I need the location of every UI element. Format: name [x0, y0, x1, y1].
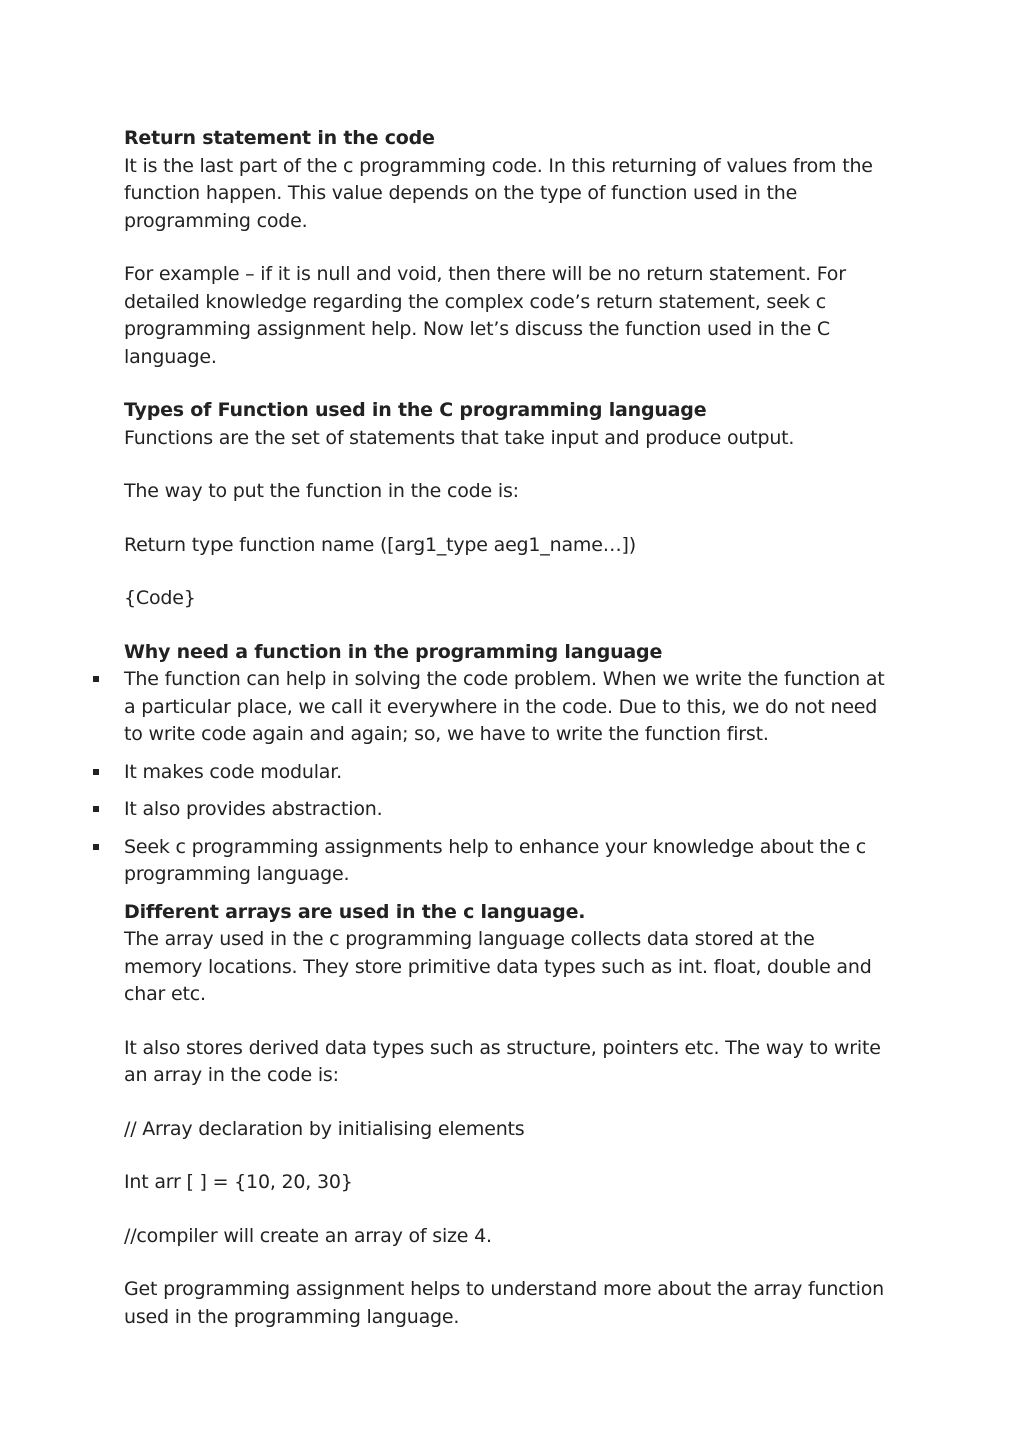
code-comment: //compiler will create an array of size 4. [124, 1224, 492, 1247]
paragraph: It also stores derived data types such as structure, pointers etc. The way to write an array in the code is: [124, 1036, 881, 1086]
list-item [124, 759, 894, 787]
paragraph: For example – if it is null and void, then there will be no return statement. For detailed knowledge regarding the complex code’s return statement, seek c programming assignment help. Now let’s discuss the function used in the C language. [124, 263, 846, 368]
paragraph: The way to put the function in the code is: [124, 480, 519, 502]
list-item [124, 834, 894, 889]
list-item-text: Seek c programming assignments help to enhance your knowledge about the c programming language. [124, 835, 867, 885]
square-bullet-icon [93, 769, 99, 775]
list-item-text: It makes code modular. [124, 760, 342, 783]
paragraph: The array used in the c programming language collects data stored at the memory locations. They store primitive data types such as int. float, double and char etc. [124, 928, 872, 1005]
section-heading-arrays: Different arrays are used in the c language. [124, 900, 586, 923]
list-item [124, 666, 894, 749]
code-line: Return type function name ([arg1_type aeg1_name…]) [124, 533, 636, 556]
bullet-list [124, 666, 894, 889]
section-heading-return-statement: Return statement in the code [124, 127, 435, 149]
list-item [124, 796, 894, 824]
code-comment: // Array declaration by initialising elements [124, 1117, 525, 1140]
list-item-text: It also provides abstraction. [124, 798, 383, 820]
section-heading-why-need-function: Why need a function in the programming language [124, 640, 663, 663]
list-item-text: The function can help in solving the code problem. When we write the function at a particular place, we call it everywhere in the code. Due to this, we do not need to write code again and again; so, we have to write the function first. [124, 668, 885, 745]
section-heading-types-of-function: Types of Function used in the C programming language [124, 399, 707, 421]
paragraph: It is the last part of the c programming code. In this returning of values from the function happen. This value depends on the type of function used in the programming code. [124, 154, 873, 232]
code-line: {Code} [124, 587, 196, 609]
code-line: Int arr [ ] = {10, 20, 30} [124, 1171, 353, 1193]
square-bullet-icon [93, 806, 99, 812]
square-bullet-icon [93, 676, 99, 682]
paragraph: Functions are the set of statements that take input and produce output. [124, 426, 795, 449]
paragraph: Get programming assignment helps to understand more about the array function used in the programming language. [124, 1278, 884, 1328]
square-bullet-icon [93, 844, 99, 850]
document-body [124, 125, 894, 1331]
